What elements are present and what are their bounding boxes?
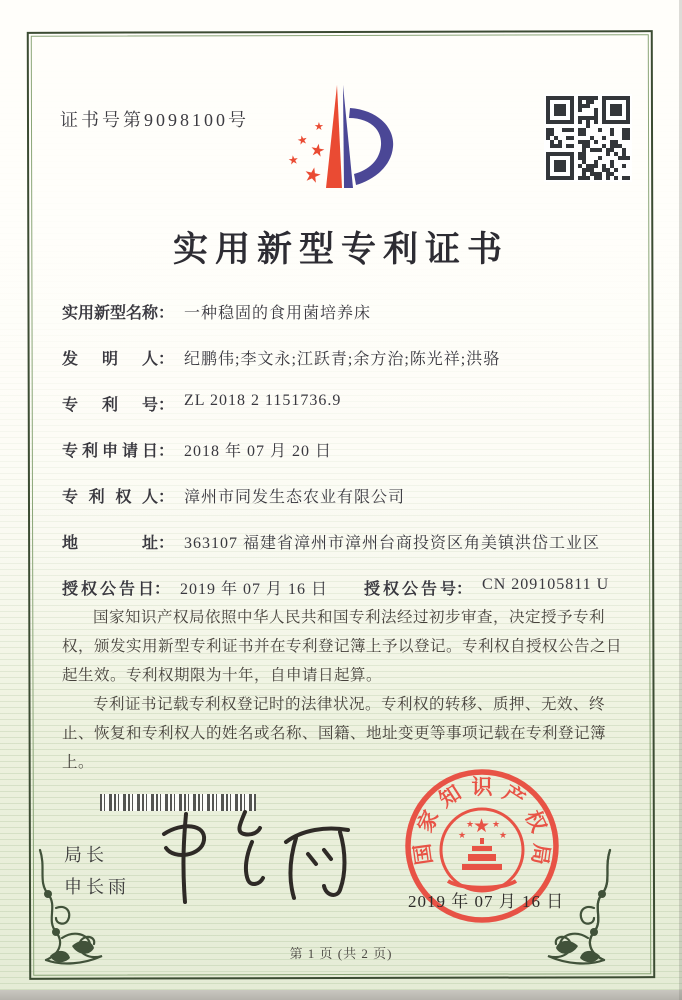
field-row-address: 地址 ： 363107 福建省漳州市漳州台商投资区角美镇洪岱工业区 [62,530,622,576]
field-row-name: 实用新型名称 ： 一种稳固的食用菌培养床 [62,300,622,346]
officer-role: 局长 [64,845,108,865]
svg-text:产: 产 [498,780,530,812]
certificate-title: 实用新型专利证书 [172,230,509,269]
field-row-inventors: 发明人 ： 纪鹏伟;李文永;江跃青;余方治;陈光祥;洪骆 [62,346,622,392]
field-value: ZL 2018 2 1151736.9 [184,392,342,409]
field-label: 专利申请日 [62,443,158,460]
svg-text:局: 局 [527,842,554,867]
page-footer: 第 1 页 (共 2 页) [289,946,393,961]
svg-text:★: ★ [499,830,508,840]
qr-code [544,94,632,187]
field-value: 2019 年 07 月 16 日 [180,581,329,598]
field-value: 纪鹏伟;李文永;江跃青;余方治;陈光祥;洪骆 [184,351,501,368]
legal-paragraph-2: 专利证书记载专利权登记时的法律状况。专利权的转移、质押、无效、终止、恢复和专利权人的姓名或名称、国籍、地址变更等事项记载在专利登记簿上。 [62,696,607,771]
field-pair-grant-no: 授权公告号 ： CN 209105811 U [364,576,610,598]
field-label: 专利权人 [62,489,158,506]
logo-star-icon: ★ [295,132,310,149]
legal-text [62,603,622,777]
field-value: 漳州市同发生态农业有限公司 [184,489,406,506]
field-row-grant: 授权公告日 ： 2019 年 07 月 16 日 授权公告号 ： CN 209105811 U [62,576,610,598]
field-value: CN 209105811 U [482,576,610,593]
field-label: 地址 [62,535,158,552]
field-row-patentee: 专利权人 ： 漳州市同发生态农业有限公司 [62,484,622,530]
certificate-number: 证书号第9098100号 [60,110,249,130]
svg-text:识: 识 [471,774,493,799]
svg-text:★: ★ [492,819,501,829]
field-value: 363107 福建省漳州市漳州台商投资区角美镇洪岱工业区 [184,535,601,552]
field-list [62,300,622,622]
signature-svg [148,798,363,910]
field-label: 发明人 [62,351,158,368]
field-label: 专利号 [62,397,158,414]
seal-date: 2019 年 07 月 16 日 [408,892,565,911]
field-row-patent-no: 专利号 ： ZL 2018 2 1151736.9 [62,392,342,414]
signature-handwriting [148,798,363,915]
logo-star-icon: ★ [308,139,327,162]
logo-purple-bowl [349,108,393,185]
seal-national-emblem [458,816,507,870]
svg-text:知: 知 [434,780,466,812]
logo-purple-sliver [343,85,353,188]
legal-paragraph-1: 国家知识产权局依照中华人民共和国专利法经过初步审查，决定授予专利权，颁发实用新型专利证书并在专利登记簿上予以登记。专利权自授权公告之日起生效。专利权期限为十年，自申请日起算。 [62,609,623,684]
officer-name: 申长雨 [64,877,130,897]
field-label: 实用新型名称 [62,305,159,322]
logo-star-icon: ★ [287,152,300,168]
svg-text:★: ★ [458,830,467,840]
svg-text:国: 国 [410,842,437,867]
logo-star-icon: ★ [314,121,324,133]
field-value: 一种稳固的食用菌培养床 [184,305,372,322]
svg-text:★: ★ [473,816,491,837]
cnipa-logo-icon [272,80,422,210]
logo-red-spire [326,85,342,188]
svg-text:家: 家 [412,806,444,836]
svg-text:★: ★ [466,819,475,829]
field-row-filing-date: 专利申请日 ： 2018 年 07 月 20 日 [62,438,622,484]
corner-flourish-icon [32,848,122,973]
field-label: 授权公告号 [364,581,457,598]
corner-flourish-svg [32,848,122,968]
field-value: 2018 年 07 月 20 日 [184,443,333,460]
logo-star-icon: ★ [301,163,324,189]
svg-text:权: 权 [520,806,552,836]
qr-code-svg [544,94,632,182]
scan-edge-shadow [0,990,682,1000]
field-label: 授权公告日 [62,581,154,598]
cnipa-logo-svg [272,80,422,205]
